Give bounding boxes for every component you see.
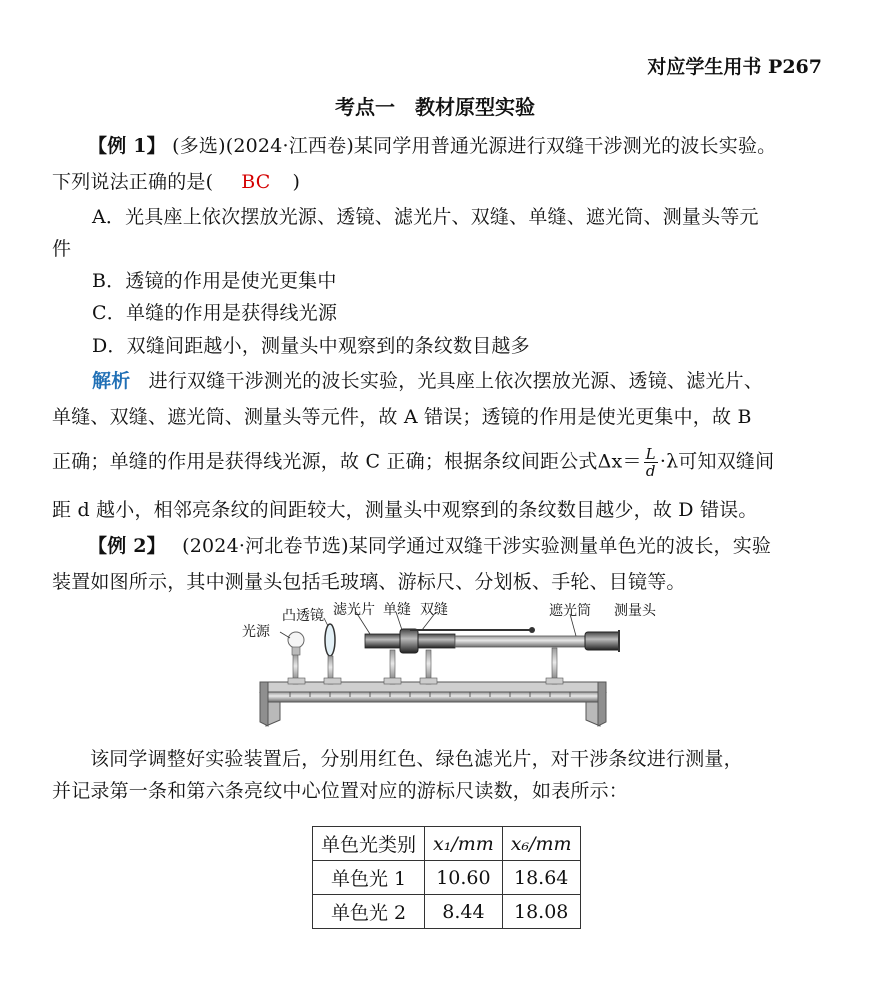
table-header-row — [313, 827, 581, 861]
analysis-text-3: 正确；单缝的作用是获得线光源，故 C 正确；根据条纹间距公式Δx＝ — [52, 450, 642, 473]
table-cell: 10.60 — [425, 861, 503, 895]
analysis-line4: 距 d 越小，相邻亮条纹的间距较大，测量头中观察到的条纹数目越少，故 D 错误。 — [52, 499, 758, 521]
fraction-numerator: L — [645, 445, 656, 463]
right-end — [598, 682, 606, 726]
after-figure-line2: 并记录第一条和第六条亮纹中心位置对应的游标尺读数，如表所示： — [52, 780, 629, 802]
section-title: 考点一 教材原型实验 — [335, 95, 535, 119]
analysis-label: 解析 — [92, 370, 131, 392]
example1-label: 【例 1】 — [88, 135, 166, 157]
option-a-continued: 件 — [52, 238, 72, 260]
question-suffix: ) — [292, 171, 301, 193]
question-prefix: 下列说法正确的是( — [52, 171, 214, 193]
example2-line2: 装置如图所示，其中测量头包括毛玻璃、游标尺、分划板、手轮、目镜等。 — [52, 571, 686, 593]
label-filter: 滤光片 — [333, 602, 375, 618]
answer-text: BC — [241, 171, 271, 193]
label-light-source: 光源 — [242, 624, 270, 640]
table-header: x₆/mm — [502, 827, 580, 861]
bulb — [288, 632, 304, 648]
analysis-text-3b: ·λ可知双缝间 — [659, 450, 775, 473]
analysis-line3 — [52, 446, 774, 479]
left-end — [260, 682, 268, 726]
readings-table — [312, 826, 581, 929]
label-double-slit: 双缝 — [420, 602, 448, 618]
example1-line1 — [88, 131, 776, 158]
label-tube: 遮光筒 — [549, 603, 591, 619]
table-cell: 单色光 1 — [313, 861, 425, 895]
option-b: B．透镜的作用是使光更集中 — [92, 270, 337, 292]
page-reference: 对应学生用书 P267 — [647, 56, 822, 78]
analysis-line1 — [92, 366, 763, 393]
example1-intro: (多选)(2024·江西卷)某同学用普通光源进行双缝干涉测光的波长实验。 — [172, 135, 777, 157]
option-a: A．光具座上依次摆放光源、透镜、滤光片、双缝、单缝、遮光筒、测量头等元 — [92, 206, 759, 228]
analysis-text-1: 进行双缝干涉测光的波长实验，光具座上依次摆放光源、透镜、滤光片、 — [148, 370, 764, 392]
after-figure-line1: 该同学调整好实验装置后，分别用红色、绿色滤光片，对干涉条纹进行测量， — [90, 748, 743, 770]
table-cell: 18.64 — [502, 861, 580, 895]
example2-text-1: (2024·河北卷节选)某同学通过双缝干涉实验测量单色光的波长，实验 — [182, 535, 772, 557]
table-header: 单色光类别 — [313, 827, 425, 861]
slit-ring — [400, 629, 418, 653]
option-d: D．双缝间距越小，测量头中观察到的条纹数目越多 — [92, 335, 530, 357]
light-tube — [455, 636, 595, 647]
fraction-l-over-d — [644, 446, 658, 479]
rail-body — [260, 692, 606, 702]
fraction-denominator: d — [645, 462, 656, 480]
lens — [325, 624, 335, 656]
example1-question — [52, 167, 300, 194]
analysis-line2: 单缝、双缝、遮光筒、测量头等元件，故 A 错误；透镜的作用是使光更集中，故 B — [52, 406, 752, 428]
table-cell: 8.44 — [425, 895, 503, 929]
table-row — [313, 861, 581, 895]
example2-label: 【例 2】 — [88, 535, 166, 557]
label-convex-lens: 凸透镜 — [282, 608, 324, 624]
option-c: C．单缝的作用是获得线光源 — [92, 302, 338, 324]
label-measuring-head: 测量头 — [614, 603, 656, 619]
table-row — [313, 895, 581, 929]
measuring-head — [585, 632, 620, 650]
label-single-slit: 单缝 — [383, 602, 411, 618]
example2-line1 — [88, 531, 771, 558]
table-cell: 单色光 2 — [313, 895, 425, 929]
table-cell: 18.08 — [502, 895, 580, 929]
table-header: x₁/mm — [425, 827, 503, 861]
